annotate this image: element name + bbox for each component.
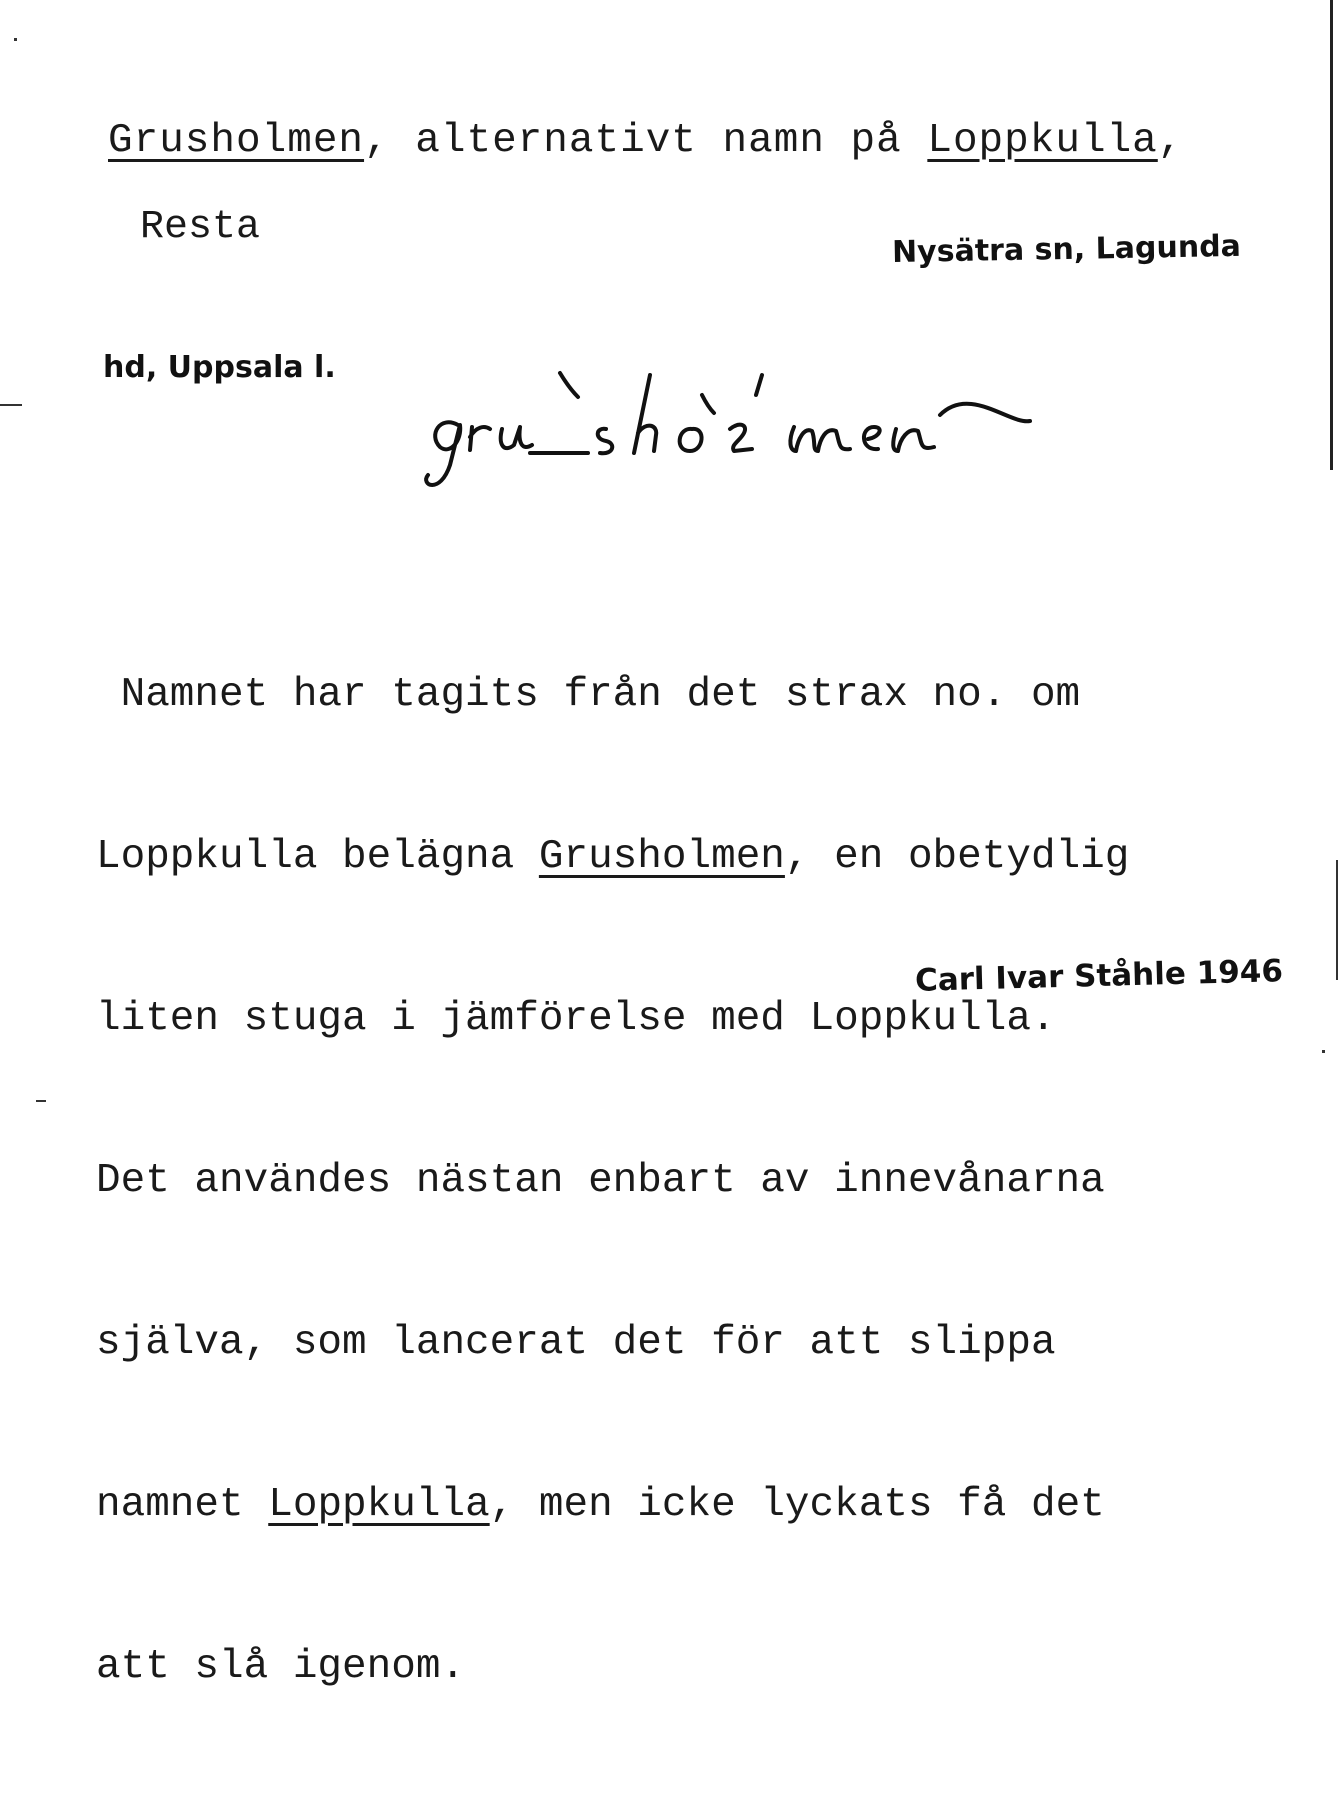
heading-middle: , alternativt namn på	[364, 118, 928, 164]
card-edge	[1330, 0, 1333, 470]
body-text-segment: Namnet har tagits från det strax no. om	[96, 672, 1081, 718]
body-line	[96, 1154, 1129, 1208]
card-body	[96, 560, 1129, 1802]
body-text-segment: Det användes nästan enbart av innevånarna	[96, 1158, 1105, 1204]
card-edge-lower	[1336, 860, 1338, 980]
body-line	[96, 1316, 1129, 1370]
body-line	[96, 992, 1129, 1046]
body-line	[96, 830, 1129, 884]
body-line	[96, 1640, 1129, 1694]
alternative-place-name: Loppkulla	[927, 118, 1158, 164]
body-underlined-name: Grusholmen	[538, 834, 785, 880]
body-text-segment: att slå igenom.	[96, 1644, 466, 1690]
scan-speck	[36, 1100, 46, 1102]
body-text-segment: själva, som lancerat det för att slippa	[96, 1320, 1056, 1366]
place-name: Grusholmen	[108, 118, 365, 164]
heading-end: ,	[1157, 118, 1184, 164]
body-text-segment: , en obetydlig	[784, 834, 1130, 880]
body-underlined-name: Loppkulla	[268, 1482, 490, 1528]
scan-speck	[14, 38, 17, 41]
parish-stamp: Nysätra sn, Lagunda	[891, 228, 1242, 271]
handwritten-pronunciation	[410, 355, 1050, 495]
author-signature: Carl Ivar Ståhle 1946	[914, 953, 1284, 999]
scan-speck	[1322, 1050, 1325, 1053]
body-line	[96, 668, 1129, 722]
card-heading	[108, 118, 1183, 164]
district-stamp: hd, Uppsala l.	[103, 350, 336, 385]
body-text-segment: namnet	[96, 1482, 269, 1528]
village-name: Resta	[140, 205, 261, 250]
body-line	[96, 1478, 1129, 1532]
scan-speck	[0, 404, 22, 406]
body-text-segment: Loppkulla belägna	[96, 834, 539, 880]
body-text-segment: , men icke lyckats få det	[489, 1482, 1105, 1528]
body-text-segment: liten stuga i jämförelse med Loppkulla.	[96, 996, 1056, 1042]
